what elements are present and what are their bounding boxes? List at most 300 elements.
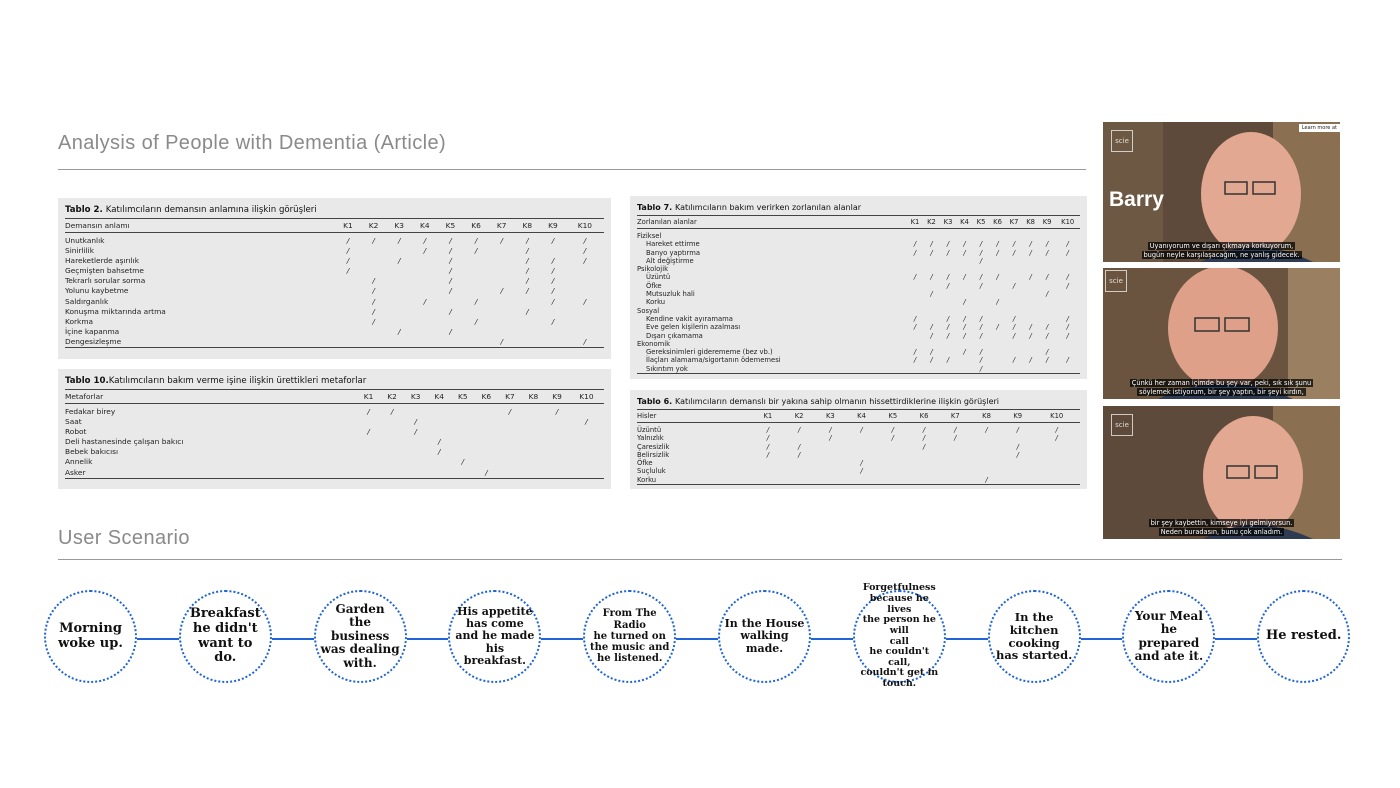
- table-cell: [412, 286, 438, 296]
- table-cell: [404, 437, 428, 447]
- table-cell: [404, 468, 428, 479]
- table-cell: [923, 257, 940, 265]
- table-cell: [846, 443, 877, 451]
- table-cell: [971, 443, 1002, 451]
- table-cell: [404, 404, 428, 418]
- table-cell: /: [555, 407, 559, 416]
- table-cell: [971, 459, 1002, 467]
- table-cell: /: [449, 266, 452, 276]
- table-cell: [335, 286, 361, 296]
- table-cell: [463, 307, 489, 317]
- table-row: [637, 257, 1080, 265]
- row-label: Asker: [65, 468, 357, 479]
- table-cell: [522, 457, 546, 467]
- table-cell: [357, 437, 381, 447]
- table-cell: [380, 457, 404, 467]
- row-label: Banyo yaptırma: [646, 248, 700, 257]
- table-cell: [1002, 459, 1033, 467]
- table-cell: /: [829, 434, 832, 443]
- table-row: [637, 459, 1080, 467]
- table-cell: [451, 468, 475, 479]
- table-cell: [1039, 229, 1056, 241]
- table-cell: [540, 327, 566, 337]
- column-header: K4: [412, 219, 438, 233]
- table-row: [65, 447, 604, 457]
- row-label: Psikolojik: [637, 265, 669, 274]
- table-row: [637, 323, 1080, 331]
- table-cell: [412, 266, 438, 276]
- table-cell: [438, 337, 464, 348]
- table-cell: [357, 468, 381, 479]
- table-cell: [1006, 365, 1023, 374]
- table-cell: [1055, 365, 1080, 374]
- table-cell: [877, 451, 908, 459]
- table-cell: [973, 229, 990, 241]
- table-cell: /: [979, 256, 983, 265]
- table-cell: [923, 365, 940, 374]
- table-cell: [386, 266, 412, 276]
- table-cell: /: [930, 323, 933, 332]
- table-cell: [545, 447, 569, 457]
- video-frame-1[interactable]: [1103, 122, 1340, 262]
- table-cell: /: [963, 314, 966, 323]
- table-cell: /: [996, 248, 999, 257]
- table-cell: /: [946, 273, 950, 282]
- subtitle: bir şey kaybettin, kimseye iyi gelmiyorsun. Neden buradasın, bunu çok anladım.: [1150, 519, 1293, 536]
- table-cell: [438, 297, 464, 307]
- table-cell: [566, 327, 604, 337]
- table-cell: [783, 459, 814, 467]
- table-cell: /: [913, 323, 917, 332]
- scenario-connector: [1215, 638, 1257, 640]
- table-cell: /: [954, 426, 957, 434]
- table-cell: [335, 317, 361, 327]
- table-cell: [569, 404, 604, 418]
- table-cell: [923, 315, 940, 323]
- column-header: K10: [1033, 410, 1080, 423]
- column-header: K3: [386, 219, 412, 233]
- row-label: Dengesizleşme: [65, 337, 335, 348]
- table-cell: [1022, 229, 1039, 241]
- table-cell: /: [437, 447, 441, 457]
- table-cell: /: [946, 323, 950, 332]
- row-label: Üzüntü: [637, 426, 662, 434]
- row-label: Korkma: [65, 316, 94, 326]
- table-cell: /: [1066, 248, 1069, 257]
- table-cell: [412, 276, 438, 286]
- scenario-step: In the kitchen cooking has started.: [988, 590, 1081, 683]
- table-cell: [1006, 229, 1023, 241]
- table-cell: /: [414, 417, 417, 427]
- table-cell: /: [996, 240, 999, 249]
- table-cell: /: [1045, 240, 1049, 249]
- table-cell: [475, 417, 499, 427]
- column-header: K9: [545, 390, 569, 404]
- column-header: Demansın anlamı: [65, 219, 335, 233]
- table-cell: [569, 447, 604, 457]
- scenario-title: User Scenario: [58, 527, 190, 549]
- table-cell: /: [475, 468, 499, 479]
- table-cell: /: [583, 296, 587, 306]
- row-label: Hareket ettirme: [646, 240, 700, 249]
- column-header: K1: [752, 410, 783, 423]
- table-cell: /: [526, 256, 529, 266]
- row-label: Konuşma miktarında artma: [65, 306, 166, 316]
- table-cell: /: [526, 266, 529, 276]
- table-cell: [956, 257, 973, 265]
- table-cell: /: [500, 286, 503, 296]
- row-label: Hareketlerde aşırılık: [65, 256, 139, 266]
- table-7-panel: [630, 196, 1087, 379]
- table-cell: [815, 443, 846, 451]
- table-cell: /: [1066, 314, 1069, 323]
- table-cell: [1006, 348, 1023, 356]
- table-cell: /: [1012, 314, 1016, 323]
- scie-logo: scie: [1105, 270, 1127, 292]
- table-cell: [923, 282, 940, 290]
- table-cell: [907, 229, 924, 241]
- table-cell: [989, 265, 1006, 273]
- table-cell: /: [1045, 348, 1049, 357]
- table-row: [65, 404, 604, 418]
- column-header: K6: [463, 219, 489, 233]
- table-cell: /: [766, 450, 770, 459]
- scenario-connector: [946, 638, 988, 640]
- table-cell: [451, 447, 475, 457]
- row-label: Saldırganlık: [65, 296, 109, 306]
- table-cell: [971, 467, 1002, 475]
- table-cell: [386, 246, 412, 256]
- table-cell: /: [1045, 290, 1049, 299]
- table-cell: /: [551, 286, 555, 296]
- table-cell: [475, 427, 499, 437]
- table-row: [637, 340, 1080, 348]
- table-cell: [1022, 307, 1039, 315]
- learn-more-badge[interactable]: Learn more at: [1299, 124, 1340, 132]
- table-cell: /: [1055, 434, 1058, 443]
- table-cell: [940, 229, 957, 241]
- table-cell: [475, 404, 499, 418]
- table-cell: [1006, 298, 1023, 306]
- table-cell: /: [461, 457, 465, 467]
- table-cell: /: [367, 407, 370, 416]
- scenario-step: Your Meal he prepared and ate it.: [1122, 590, 1215, 683]
- row-label: Sinirlilik: [65, 246, 95, 256]
- table-cell: /: [1045, 323, 1049, 332]
- table-cell: /: [551, 256, 555, 266]
- table-cell: [815, 451, 846, 459]
- row-label: Belirsizlik: [637, 450, 670, 459]
- table-cell: [1022, 348, 1039, 356]
- column-header: K7: [498, 390, 522, 404]
- table-cell: /: [500, 236, 503, 245]
- video-frame-3[interactable]: [1103, 406, 1340, 539]
- table-6-title: Tablo 6. Katılımcıların demanslı bir yakına sahip olmanın hissettirdiklerine ilişkin görüşleri: [637, 397, 1000, 406]
- table-cell: [463, 266, 489, 276]
- column-header: K1: [907, 216, 924, 229]
- table-row: [637, 290, 1080, 298]
- table-cell: /: [922, 426, 926, 434]
- column-header: K1: [335, 219, 361, 233]
- table-cell: /: [979, 314, 983, 323]
- table-row: [65, 337, 604, 348]
- table-cell: [973, 290, 990, 298]
- table-row: [637, 356, 1080, 364]
- table-2: [65, 218, 604, 348]
- table-cell: [386, 307, 412, 317]
- table-cell: [907, 340, 924, 348]
- table-row: [637, 273, 1080, 281]
- scenario-connector: [407, 638, 449, 640]
- scenario-connector: [811, 638, 853, 640]
- table-cell: [489, 276, 515, 286]
- table-cell: /: [963, 273, 966, 282]
- column-header: K4: [956, 216, 973, 229]
- row-label: Korku: [646, 298, 666, 307]
- table-cell: /: [946, 356, 950, 365]
- table-cell: /: [551, 276, 555, 286]
- table-cell: [940, 459, 971, 467]
- table-cell: [940, 290, 957, 298]
- table-cell: [907, 282, 924, 290]
- table-cell: [522, 427, 546, 437]
- table-cell: [357, 447, 381, 457]
- table-cell: [1039, 265, 1056, 273]
- column-header: K4: [846, 410, 877, 423]
- table-cell: /: [985, 426, 988, 434]
- column-header: K5: [451, 390, 475, 404]
- column-header: K1: [357, 390, 381, 404]
- row-label: Bebek bakıcısı: [65, 447, 119, 457]
- table-cell: /: [1012, 248, 1016, 257]
- table-cell: /: [766, 426, 770, 434]
- table-cell: /: [797, 450, 801, 459]
- table-cell: /: [922, 434, 926, 443]
- table-cell: /: [1066, 240, 1069, 249]
- table-cell: [956, 282, 973, 290]
- table-cell: /: [766, 434, 770, 443]
- table-cell: /: [449, 276, 452, 286]
- table-cell: /: [372, 296, 375, 306]
- table-cell: [908, 451, 939, 459]
- column-header: K9: [1039, 216, 1056, 229]
- table-cell: [1039, 307, 1056, 315]
- table-cell: [566, 266, 604, 276]
- row-label: Suçluluk: [637, 467, 666, 476]
- table-6-panel: [630, 390, 1087, 489]
- table-row: [637, 249, 1080, 257]
- row-label: Unutkanlık: [65, 236, 105, 245]
- column-header: K8: [1022, 216, 1039, 229]
- table-cell: [1039, 298, 1056, 306]
- table-cell: [427, 417, 451, 427]
- table-cell: [489, 327, 515, 337]
- table-cell: [463, 327, 489, 337]
- table-cell: /: [913, 240, 917, 249]
- table-cell: /: [979, 248, 983, 257]
- row-label: Alt değiştirme: [646, 256, 694, 265]
- table-cell: [380, 447, 404, 457]
- scenario-connector: [137, 638, 179, 640]
- table-cell: [489, 256, 515, 266]
- table-row: [65, 417, 604, 427]
- table-cell: /: [913, 273, 917, 282]
- table-cell: [335, 276, 361, 286]
- table-row: [65, 276, 604, 286]
- column-header: K2: [380, 390, 404, 404]
- table-cell: /: [891, 434, 894, 443]
- table-cell: /: [346, 256, 350, 266]
- table-row: [637, 332, 1080, 340]
- table-cell: /: [930, 248, 933, 257]
- analysis-divider: [58, 169, 1086, 170]
- table-cell: [1055, 290, 1080, 298]
- table-cell: /: [979, 281, 983, 290]
- table-cell: /: [583, 246, 587, 256]
- table-cell: /: [954, 434, 957, 443]
- table-cell: [540, 337, 566, 348]
- scenario-step: Garden the business was dealing with.: [314, 590, 407, 683]
- table-cell: [923, 307, 940, 315]
- table-cell: /: [860, 467, 863, 476]
- table-cell: /: [372, 276, 375, 286]
- table-cell: [1002, 467, 1033, 475]
- table-cell: [877, 476, 908, 485]
- row-label: Annelik: [65, 457, 93, 467]
- table-cell: [438, 317, 464, 327]
- table-cell: /: [508, 407, 512, 416]
- table-row: [637, 307, 1080, 315]
- table-cell: /: [913, 348, 917, 357]
- table-cell: /: [930, 356, 933, 365]
- table-cell: [752, 467, 783, 475]
- row-label: Yalnızlık: [637, 434, 664, 443]
- table-row: [65, 256, 604, 266]
- table-cell: /: [930, 331, 933, 340]
- table-cell: [1055, 307, 1080, 315]
- column-header: Metaforlar: [65, 390, 357, 404]
- table-cell: /: [551, 296, 555, 306]
- table-cell: /: [346, 236, 350, 245]
- table-cell: [1022, 282, 1039, 290]
- table-cell: [1002, 476, 1033, 485]
- table-cell: [545, 468, 569, 479]
- table-cell: /: [423, 236, 427, 245]
- table-cell: /: [474, 316, 478, 326]
- column-header: K5: [877, 410, 908, 423]
- table-cell: /: [397, 236, 401, 245]
- table-row: [637, 282, 1080, 290]
- table-row: [65, 297, 604, 307]
- table-cell: /: [526, 246, 529, 256]
- table-cell: /: [397, 256, 401, 266]
- table-cell: [1006, 290, 1023, 298]
- scenario-step: In the House walking made.: [718, 590, 811, 683]
- table-cell: [1039, 282, 1056, 290]
- table-cell: [361, 266, 387, 276]
- table-cell: [380, 427, 404, 437]
- table-cell: [522, 417, 546, 427]
- column-header: K6: [475, 390, 499, 404]
- table-row: [637, 240, 1080, 248]
- row-label: Yolunu kaybetme: [65, 286, 129, 296]
- table-cell: /: [449, 306, 452, 316]
- table-cell: /: [551, 316, 555, 326]
- table-cell: [1006, 340, 1023, 348]
- table-cell: /: [913, 356, 917, 365]
- table-cell: /: [979, 356, 983, 365]
- table-cell: [956, 265, 973, 273]
- row-label: Saat: [65, 417, 82, 427]
- table-cell: [404, 447, 428, 457]
- table-cell: [956, 340, 973, 348]
- table-cell: [361, 337, 387, 348]
- table-cell: [361, 256, 387, 266]
- table-cell: [412, 327, 438, 337]
- table-cell: /: [1029, 240, 1032, 249]
- table-cell: [545, 437, 569, 447]
- table-cell: [545, 417, 569, 427]
- table-row: [637, 298, 1080, 306]
- row-label: İlaçları alamama/sigortanın ödememesi: [646, 356, 781, 365]
- table-cell: /: [946, 281, 950, 290]
- table-cell: [569, 468, 604, 479]
- scenario-connector: [676, 638, 718, 640]
- table-cell: [451, 427, 475, 437]
- row-label: Fedakar birey: [65, 407, 116, 416]
- table-cell: [498, 417, 522, 427]
- scenario-connector: [272, 638, 314, 640]
- table-cell: [940, 467, 971, 475]
- table-cell: [940, 307, 957, 315]
- scenario-connector: [541, 638, 583, 640]
- scenario-step: Breakfast he didn't want to do.: [179, 590, 272, 683]
- table-cell: /: [449, 256, 452, 266]
- table-cell: /: [583, 256, 587, 266]
- table-cell: [427, 468, 451, 479]
- table-cell: /: [1012, 240, 1016, 249]
- table-cell: [783, 476, 814, 485]
- table-cell: [907, 332, 924, 340]
- table-cell: /: [963, 323, 966, 332]
- row-label: Öfke: [646, 281, 662, 290]
- column-header: K6: [989, 216, 1006, 229]
- table-cell: [908, 467, 939, 475]
- table-cell: [566, 307, 604, 317]
- table-row: [637, 365, 1080, 374]
- table-row: [637, 443, 1080, 451]
- table-cell: [515, 337, 541, 348]
- scenario-connector: [1081, 638, 1123, 640]
- row-label: Dışarı çıkamama: [646, 331, 703, 340]
- video-frame-2[interactable]: [1103, 268, 1340, 399]
- column-header: Zorlanılan alanlar: [637, 216, 907, 229]
- table-cell: /: [860, 426, 863, 434]
- table-cell: [463, 337, 489, 348]
- table-cell: [1033, 443, 1080, 451]
- column-header: K5: [438, 219, 464, 233]
- table-cell: /: [946, 314, 950, 323]
- table-cell: [380, 468, 404, 479]
- table-cell: [335, 337, 361, 348]
- table-cell: [923, 298, 940, 306]
- table-cell: /: [474, 246, 478, 256]
- table-cell: /: [963, 348, 966, 357]
- table-cell: [498, 447, 522, 457]
- table-cell: /: [996, 323, 999, 332]
- table-cell: [1055, 298, 1080, 306]
- table-cell: [463, 276, 489, 286]
